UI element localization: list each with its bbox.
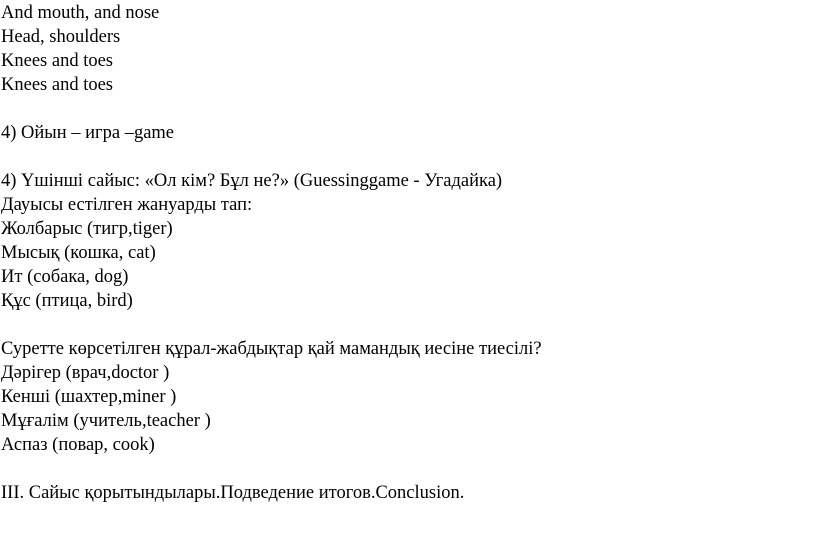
song-line: Knees and toes [1, 51, 113, 71]
song-line: Knees and toes [1, 75, 113, 95]
animals-prompt: Дауысы естілген жануарды тап: [1, 195, 253, 215]
conclusion-heading: III. Сайыс қорытындылары.Подведение итогов.Conclusion. [1, 483, 465, 503]
document-body [1, 1, 813, 505]
animal-item: Құс (птица, bird) [1, 291, 133, 311]
animal-item: Жолбарыс (тигр,tiger) [1, 219, 173, 239]
blank-line [1, 313, 813, 337]
animal-item: Ит (собака, dog) [1, 267, 129, 287]
profession-item: Кенші (шахтер,miner ) [1, 387, 177, 407]
blank-line [1, 97, 813, 121]
animal-item: Мысық (кошка, cat) [1, 243, 156, 263]
blank-line [1, 457, 813, 481]
profession-item: Аспаз (повар, cook) [1, 435, 155, 455]
profession-item: Дәрігер (врач,doctor ) [1, 363, 170, 383]
song-line: Head, shoulders [1, 27, 121, 47]
profession-item: Мұғалім (учитель,teacher ) [1, 411, 211, 431]
game-heading: 4) Ойын – игра –game [1, 123, 175, 143]
professions-prompt: Суретте көрсетілген құрал-жабдықтар қай мамандық иесіне тиесілі? [1, 339, 542, 359]
guessing-heading: 4) Үшінші сайыс: «Ол кім? Бұл не?» (Guessinggame - Угадайка) [1, 171, 503, 191]
blank-line [1, 145, 813, 169]
song-line: And mouth, and nose [1, 3, 160, 23]
